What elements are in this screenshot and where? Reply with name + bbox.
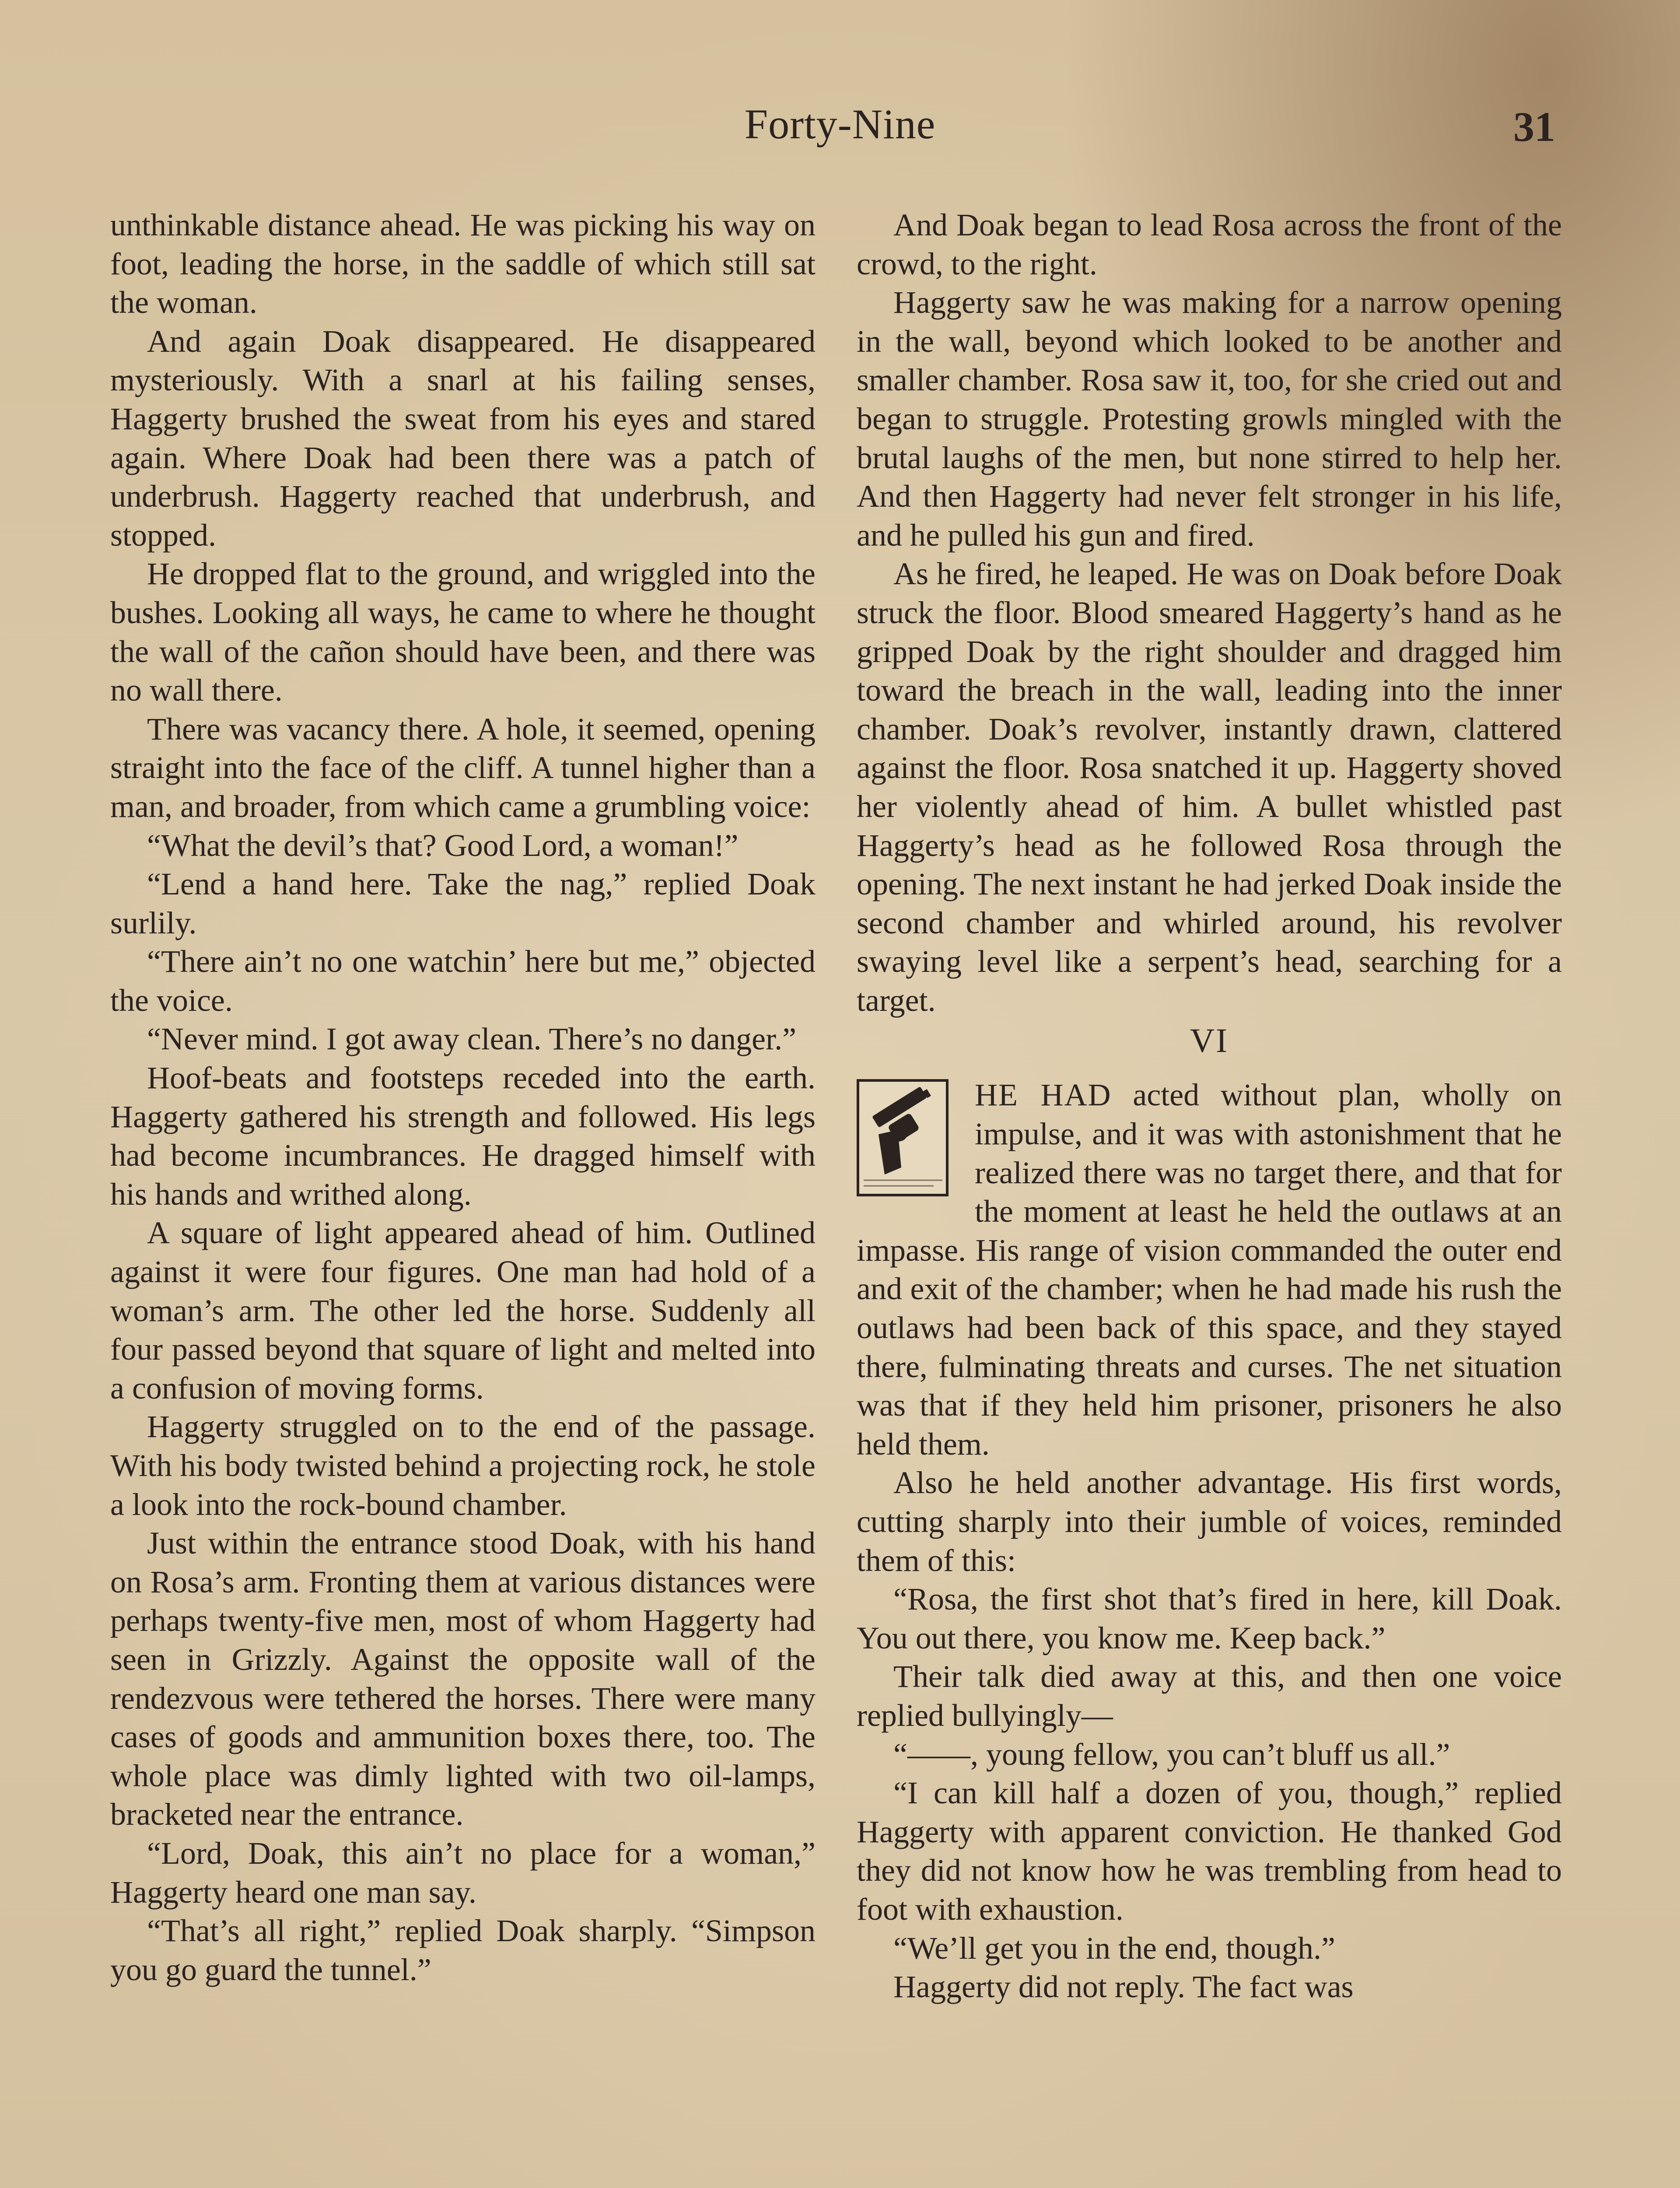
paragraph: And again Doak disappeared. He disappeared mysteriously. With a snarl at his failing senses, Haggerty brushed the sweat from his eyes and stared again. Where Doak had been there was a patch of underbrush. Haggerty reached that underbrush, and stopped. bbox=[110, 323, 816, 553]
paragraph: “There ain’t no one watchin’ here but me,” objected the voice. bbox=[110, 944, 816, 1018]
paragraph: Haggerty did not reply. The fact was bbox=[893, 1969, 1354, 2005]
paragraph: Also he held another advantage. His first words, cutting sharply into their jumble of voices, reminded them of this: bbox=[857, 1465, 1562, 1578]
paragraph: “We’ll get you in the end, though.” bbox=[893, 1930, 1335, 1966]
paragraph: As he fired, he leaped. He was on Doak before Doak struck the floor. Blood smeared Haggerty’s hand as he gripped Doak by the right shoulder and dragged him toward the breach in the wall, leading into the inner chamber. Doak’s revolver, instantly drawn, clattered against the floor. Rosa snatched it up. Haggerty shoved her violently ahead of him. A bullet whistled past Haggerty’s head as he followed Rosa through the opening. The next instant he had jerked Doak inside the second chamber and whirled around, his revolver swaying level like a serpent’s head, searching for a target. bbox=[857, 556, 1562, 1018]
paragraph: “What the devil’s that? Good Lord, a woman!” bbox=[147, 828, 738, 863]
left-column bbox=[110, 206, 816, 1989]
paragraph: Hoof-beats and footsteps receded into the earth. Haggerty gathered his strength and followed. His legs had become incumbrances. He dragged himself with his hands and writhed along. bbox=[110, 1060, 816, 1212]
right-column bbox=[857, 206, 1562, 2006]
paragraph: “Lord, Doak, this ain’t no place for a woman,” Haggerty heard one man say. bbox=[110, 1835, 816, 1910]
paragraph: Just within the entrance stood Doak, with his hand on Rosa’s arm. Fronting them at various distances were perhaps twenty-five men, most of whom Haggerty had seen in Grizzly. Against the opposite wall of the rendezvous were tethered the horses. There were many cases of goods and ammunition boxes there, too. The whole place was dimly lighted with two oil-lamps, bracketed near the entrance. bbox=[110, 1525, 816, 1832]
paragraph: “Rosa, the first shot that’s fired in here, kill Doak. You out there, you know me. Keep back.” bbox=[857, 1581, 1562, 1655]
paragraph: He dropped flat to the ground, and wriggled into the bushes. Looking all ways, he came to where he thought the wall of the cañon should have been, and there was no wall there. bbox=[110, 556, 816, 708]
paragraph: Haggerty struggled on to the end of the passage. With his body twisted behind a projecting rock, he stole a look into the rock-bound chamber. bbox=[110, 1409, 816, 1522]
section-lead-text: acted without plan, wholly on impulse, and it was with astonishment that he realized there was no target there, and that for the moment at least he held the outlaws at an impasse. His range of vision commanded the outer end and exit of the chamber; when he had made his rush the outlaws had been back of this space, and they stayed there, fulminating threats and curses. The net situation was that if they held him prisoner, prisoners he also held them. bbox=[857, 1077, 1562, 1462]
section-heading: VI bbox=[1190, 1021, 1229, 1060]
section-lead bbox=[857, 1076, 1562, 1463]
section-lead-caps: HE HAD bbox=[975, 1077, 1112, 1113]
paragraph: Haggerty saw he was making for a narrow opening in the wall, beyond which looked to be another and smaller chamber. Rosa saw it, too, for she cried out and began to struggle. Protesting growls mingled with the brutal laughs of the men, but none stirred to help her. And then Haggerty had never felt stronger in his life, and he pulled his gun and fired. bbox=[857, 285, 1562, 553]
paragraph: A square of light appeared ahead of him. Outlined against it were four figures. One man had hold of a woman’s arm. The other led the horse. Suddenly all four passed beyond that square of light and melted into a confusion of moving forms. bbox=[110, 1215, 816, 1406]
paragraph: There was vacancy there. A hole, it seemed, opening straight into the face of the cliff. A tunnel higher than a man, and broader, from which came a grumbling voice: bbox=[110, 711, 816, 824]
paragraph: “——, young fellow, you can’t bluff us all.” bbox=[893, 1736, 1450, 1772]
paragraph: unthinkable distance ahead. He was picking his way on foot, leading the horse, in the saddle of which still sat the woman. bbox=[110, 207, 816, 320]
paragraph: Their talk died away at this, and then one voice replied bullyingly— bbox=[857, 1659, 1562, 1733]
running-title: Forty-Nine bbox=[744, 101, 936, 147]
section-lead-paragraph bbox=[857, 1076, 1562, 1463]
page-number: 31 bbox=[1513, 103, 1555, 150]
right-column-bottom bbox=[857, 1463, 1562, 2006]
right-column-top bbox=[857, 206, 1562, 1020]
paragraph: And Doak began to lead Rosa across the front of the crowd, to the right. bbox=[857, 207, 1562, 281]
paragraph: “Never mind. I got away clean. There’s no danger.” bbox=[147, 1021, 797, 1057]
page-header bbox=[0, 100, 1680, 152]
revolver-dropcap-icon bbox=[857, 1079, 948, 1196]
paragraph: “Lend a hand here. Take the nag,” replied Doak surlily. bbox=[110, 866, 816, 940]
paragraph: “That’s all right,” replied Doak sharply. “Simpson you go guard the tunnel.” bbox=[110, 1913, 816, 1987]
paragraph: “I can kill half a dozen of you, though,” replied Haggerty with apparent conviction. He thanked God they did not know how he was trembling from head to foot with exhaustion. bbox=[857, 1775, 1562, 1927]
